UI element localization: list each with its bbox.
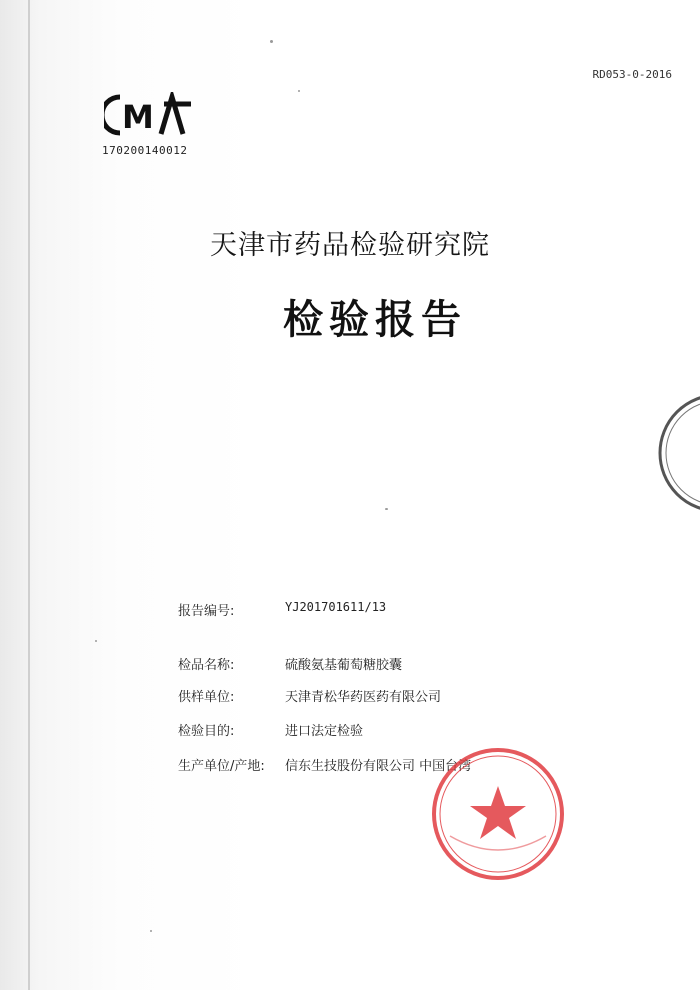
field-label: 检验目的: <box>178 724 235 739</box>
scan-speck <box>150 930 152 932</box>
field-value: 天津青松华药医药有限公司 <box>285 690 442 705</box>
field-value: 硫酸氨基葡萄糖胶囊 <box>285 658 403 673</box>
red-seal <box>428 744 568 884</box>
cma-logo <box>104 92 194 138</box>
field-label: 检品名称: <box>178 658 235 673</box>
institute-name: 天津市药品检验研究院 <box>210 230 490 261</box>
gray-seal <box>648 388 700 518</box>
field-label: 供样单位: <box>178 690 235 705</box>
scan-edge <box>28 0 30 990</box>
scan-speck <box>95 640 97 642</box>
report-title: 检验报告 <box>283 296 467 343</box>
field-label: 报告编号: <box>178 604 235 619</box>
scan-speck <box>385 508 388 510</box>
scan-speck <box>270 40 273 43</box>
scan-speck <box>298 90 300 92</box>
svg-text:M: M <box>122 98 154 136</box>
field-label: 生产单位/产地: <box>178 759 265 774</box>
cma-number: 170200140012 <box>102 144 188 157</box>
field-value: 进口法定检验 <box>285 724 364 739</box>
field-value: 信东生技股份有限公司 中国台湾 <box>285 759 472 774</box>
field-value: YJ201701611/13 <box>285 600 387 614</box>
form-code: RD053-0-2016 <box>592 68 672 81</box>
